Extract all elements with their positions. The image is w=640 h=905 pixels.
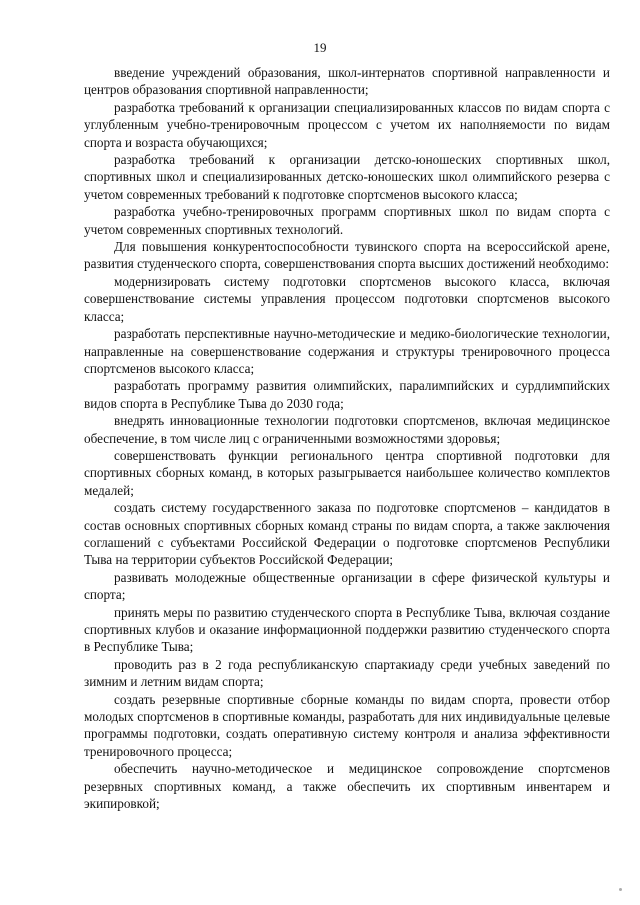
paragraph: введение учреждений образования, школ-интернатов спортивной направленности и центров образования спортивной направленности; — [84, 65, 610, 98]
paragraph: совершенствовать функции регионального центра спортивной подготовки для спортивных сборных команд, в которых разыгрывается наибольшее количество комплектов медалей; — [84, 447, 610, 498]
paragraph: принять меры по развитию студенческого спорта в Республике Тыва, включая создание спортивных клубов и оказание информационной поддержки развитию студенческого спорта в Республике Тыва; — [84, 604, 610, 655]
paragraph: модернизировать систему подготовки спортсменов высокого класса, включая совершенствование системы управления процессом подготовки спортсменов высокого класса; — [84, 273, 610, 324]
paragraph: Для повышения конкурентоспособности тувинского спорта на всероссийской арене, развития студенческого спорта, совершенствования спорта высших достижений необходимо: — [84, 239, 610, 272]
scan-speck — [619, 888, 622, 891]
paragraph: обеспечить научно-методическое и медицинское сопровождение спортсменов резервных спортивных команд, а также обеспечить их спортивным инвентарем и экипировкой; — [84, 761, 610, 812]
document-body — [84, 64, 610, 812]
paragraph: создать систему государственного заказа по подготовке спортсменов – кандидатов в состав основных спортивных сборных команд страны по видам спорта, а также заключения соглашений с субъектами Российской Федерации о подготовке спортсменов Республики Тыва на территории субъектов Российской Федерации; — [84, 500, 610, 568]
paragraph: развивать молодежные общественные организации в сфере физической культуры и спорта; — [84, 569, 610, 603]
paragraph: разработать программу развития олимпийских, паралимпийских и сурдлимпийских видов спорта в Республике Тыва до 2030 года; — [84, 378, 610, 411]
paragraph: разработка учебно-тренировочных программ спортивных школ по видам спорта с учетом современных спортивных технологий. — [84, 204, 610, 237]
paragraph: внедрять инновационные технологии подготовки спортсменов, включая медицинское обеспечение, в том числе лиц с ограниченными возможностями здоровья; — [84, 413, 610, 446]
paragraph: проводить раз в 2 года республиканскую спартакиаду среди учебных заведений по зимним и летним видам спорта; — [84, 656, 610, 690]
page-number: 19 — [313, 40, 327, 55]
paragraph: разработка требований к организации специализированных классов по видам спорта с углубленным учебно-тренировочным процессом с учетом их наполняемости по видам спорта и возраста обучающихся; — [84, 99, 610, 150]
paragraph: создать резервные спортивные сборные команды по видам спорта, провести отбор молодых спортсменов в спортивные команды, разработать для них индивидуальные целевые программы подготовки, создать оперативную систему контроля и анализа эффективности тренировочного процесса; — [84, 691, 610, 759]
paragraph: разработать перспективные научно-методические и медико-биологические технологии, направленные на совершенствование содержания и структуры тренировочного процесса спортсменов высокого класса; — [84, 326, 610, 376]
paragraph: разработка требований к организации детско-юношеских спортивных школ, спортивных школ и специализированных детско-юношеских школ олимпийского резерва с учетом современных требований к подготовке спортсменов высокого класса; — [84, 152, 610, 202]
